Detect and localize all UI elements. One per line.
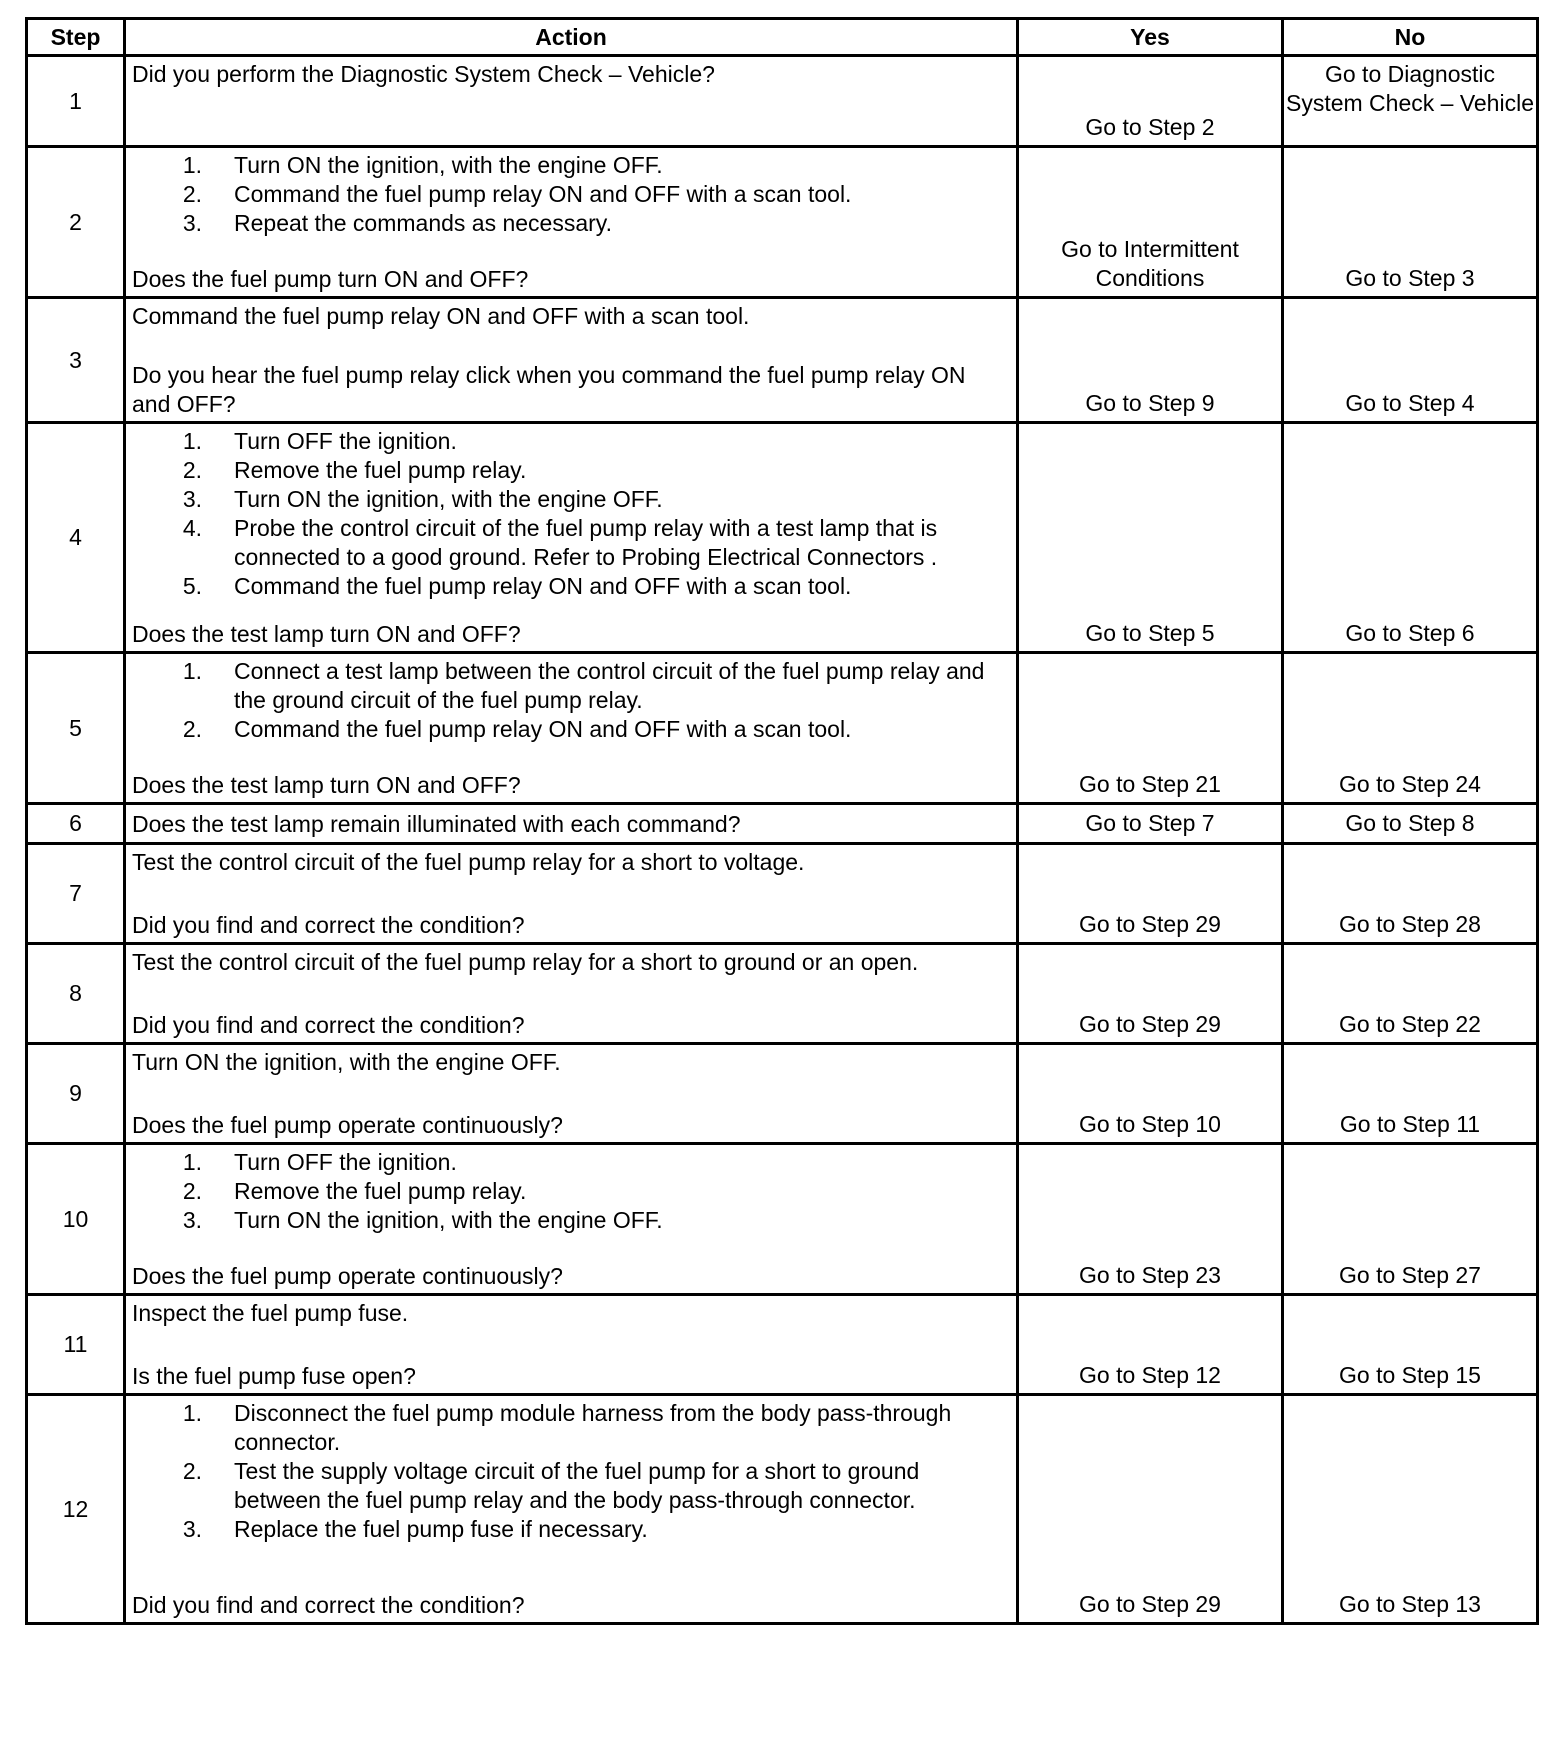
list-item: 2. Command the fuel pump relay ON and OFF with a scan tool. — [182, 716, 852, 742]
table-row — [25, 299, 1539, 424]
action-text: Command the fuel pump relay ON and OFF with a scan tool. — [132, 303, 750, 329]
action-cell — [126, 148, 1019, 296]
action-question: Do you hear the fuel pump relay click when you command the fuel pump relay ON and OFF? — [132, 362, 966, 417]
yes-cell: Go to Step 23 — [1019, 1145, 1284, 1293]
no-cell: Go to Step 22 — [1284, 945, 1539, 1042]
list-item: 4. Probe the control circuit of the fuel pump relay with a test lamp that is connected to a good ground. Refer to Probing Electrical Connectors . — [182, 515, 938, 570]
yes-cell: Go to Step 12 — [1019, 1296, 1284, 1393]
table-row — [25, 1145, 1539, 1296]
yes-cell: Go to Step 5 — [1019, 424, 1284, 651]
table-row — [25, 805, 1539, 845]
table-row — [25, 57, 1539, 148]
list-item: 1. Turn OFF the ignition. — [182, 428, 457, 454]
table-row — [25, 1296, 1539, 1396]
no-cell: Go to Step 28 — [1284, 845, 1539, 942]
action-text: Does the test lamp remain illuminated with each command? — [132, 810, 741, 837]
header-yes: Yes — [1019, 20, 1284, 54]
action-question: Does the fuel pump turn ON and OFF? — [132, 266, 529, 292]
list-item: 2. Remove the fuel pump relay. — [182, 1178, 527, 1204]
no-cell: Go to Step 24 — [1284, 654, 1539, 802]
action-cell — [126, 1296, 1019, 1393]
action-cell — [126, 299, 1019, 421]
list-item: 3. Turn ON the ignition, with the engine OFF. — [182, 486, 663, 512]
list-item: 5. Command the fuel pump relay ON and OFF with a scan tool. — [182, 573, 852, 599]
step-number: 2 — [25, 148, 126, 296]
action-text: Did you perform the Diagnostic System Check – Vehicle? — [132, 61, 715, 87]
step-number: 11 — [25, 1296, 126, 1393]
step-number: 3 — [25, 299, 126, 421]
header-action: Action — [126, 20, 1019, 54]
action-cell — [126, 1145, 1019, 1293]
action-text: Turn ON the ignition, with the engine OFF. — [132, 1049, 561, 1075]
yes-cell: Go to Step 7 — [1019, 805, 1284, 842]
action-question: Is the fuel pump fuse open? — [132, 1363, 416, 1389]
yes-cell: Go to Step 10 — [1019, 1045, 1284, 1142]
action-question: Does the test lamp turn ON and OFF? — [132, 621, 521, 647]
action-question: Did you find and correct the condition? — [132, 912, 525, 938]
no-cell: Go to Diagnostic System Check – Vehicle — [1284, 57, 1539, 145]
action-cell — [126, 945, 1019, 1042]
action-cell — [126, 1045, 1019, 1142]
yes-cell: Go to Step 9 — [1019, 299, 1284, 421]
header-no: No — [1284, 20, 1539, 54]
table-row — [25, 424, 1539, 654]
diagnostic-table — [25, 17, 1539, 1625]
action-text: Inspect the fuel pump fuse. — [132, 1300, 409, 1326]
table-row — [25, 1396, 1539, 1625]
step-number: 10 — [25, 1145, 126, 1293]
action-cell — [126, 845, 1019, 942]
action-question: Did you find and correct the condition? — [132, 1592, 525, 1618]
action-text: Test the control circuit of the fuel pump relay for a short to ground or an open. — [132, 949, 919, 975]
no-cell: Go to Step 27 — [1284, 1145, 1539, 1293]
yes-cell: Go to Step 2 — [1019, 57, 1284, 145]
action-steps-list — [132, 151, 1010, 238]
step-number: 8 — [25, 945, 126, 1042]
list-item: 1. Disconnect the fuel pump module harness from the body pass-through connector. — [182, 1400, 952, 1455]
action-steps-list — [132, 1399, 1010, 1544]
action-steps-list — [132, 427, 1010, 601]
no-cell: Go to Step 3 — [1284, 148, 1539, 296]
step-number: 12 — [25, 1396, 126, 1622]
list-item: 2. Test the supply voltage circuit of the fuel pump for a short to ground between the fuel pump relay and the body pass-through connector. — [182, 1458, 920, 1513]
list-item: 3. Replace the fuel pump fuse if necessary. — [182, 1516, 648, 1542]
no-cell: Go to Step 8 — [1284, 805, 1539, 842]
step-number: 4 — [25, 424, 126, 651]
action-cell — [126, 654, 1019, 802]
action-question: Does the fuel pump operate continuously? — [132, 1263, 563, 1289]
table-row — [25, 148, 1539, 299]
table-row — [25, 654, 1539, 805]
step-number: 9 — [25, 1045, 126, 1142]
table-row — [25, 945, 1539, 1045]
yes-cell: Go to Intermittent Conditions — [1019, 148, 1284, 296]
action-cell — [126, 1396, 1019, 1622]
list-item: 3. Turn ON the ignition, with the engine OFF. — [182, 1207, 663, 1233]
step-number: 6 — [25, 805, 126, 842]
action-cell — [126, 805, 1019, 842]
table-row — [25, 1045, 1539, 1145]
list-item: 2. Remove the fuel pump relay. — [182, 457, 527, 483]
no-cell: Go to Step 13 — [1284, 1396, 1539, 1622]
action-cell — [126, 424, 1019, 651]
action-text: Test the control circuit of the fuel pump relay for a short to voltage. — [132, 849, 805, 875]
action-question: Does the fuel pump operate continuously? — [132, 1112, 563, 1138]
list-item: 3. Repeat the commands as necessary. — [182, 210, 612, 236]
action-steps-list — [132, 657, 1010, 744]
header-step: Step — [25, 20, 126, 54]
action-question: Did you find and correct the condition? — [132, 1012, 525, 1038]
action-question: Does the test lamp turn ON and OFF? — [132, 772, 521, 798]
table-header-row — [25, 17, 1539, 57]
list-item: 1. Turn OFF the ignition. — [182, 1149, 457, 1175]
action-steps-list — [132, 1148, 1010, 1235]
no-cell: Go to Step 11 — [1284, 1045, 1539, 1142]
no-cell: Go to Step 15 — [1284, 1296, 1539, 1393]
yes-cell: Go to Step 29 — [1019, 1396, 1284, 1622]
list-item: 1. Turn ON the ignition, with the engine OFF. — [182, 152, 663, 178]
action-cell — [126, 57, 1019, 145]
yes-cell: Go to Step 21 — [1019, 654, 1284, 802]
no-cell: Go to Step 6 — [1284, 424, 1539, 651]
list-item: 2. Command the fuel pump relay ON and OFF with a scan tool. — [182, 181, 852, 207]
no-cell: Go to Step 4 — [1284, 299, 1539, 421]
step-number: 1 — [25, 57, 126, 145]
step-number: 7 — [25, 845, 126, 942]
table-row — [25, 845, 1539, 945]
list-item: 1. Connect a test lamp between the control circuit of the fuel pump relay and the ground circuit of the fuel pump relay. — [182, 658, 985, 713]
yes-cell: Go to Step 29 — [1019, 845, 1284, 942]
yes-cell: Go to Step 29 — [1019, 945, 1284, 1042]
step-number: 5 — [25, 654, 126, 802]
